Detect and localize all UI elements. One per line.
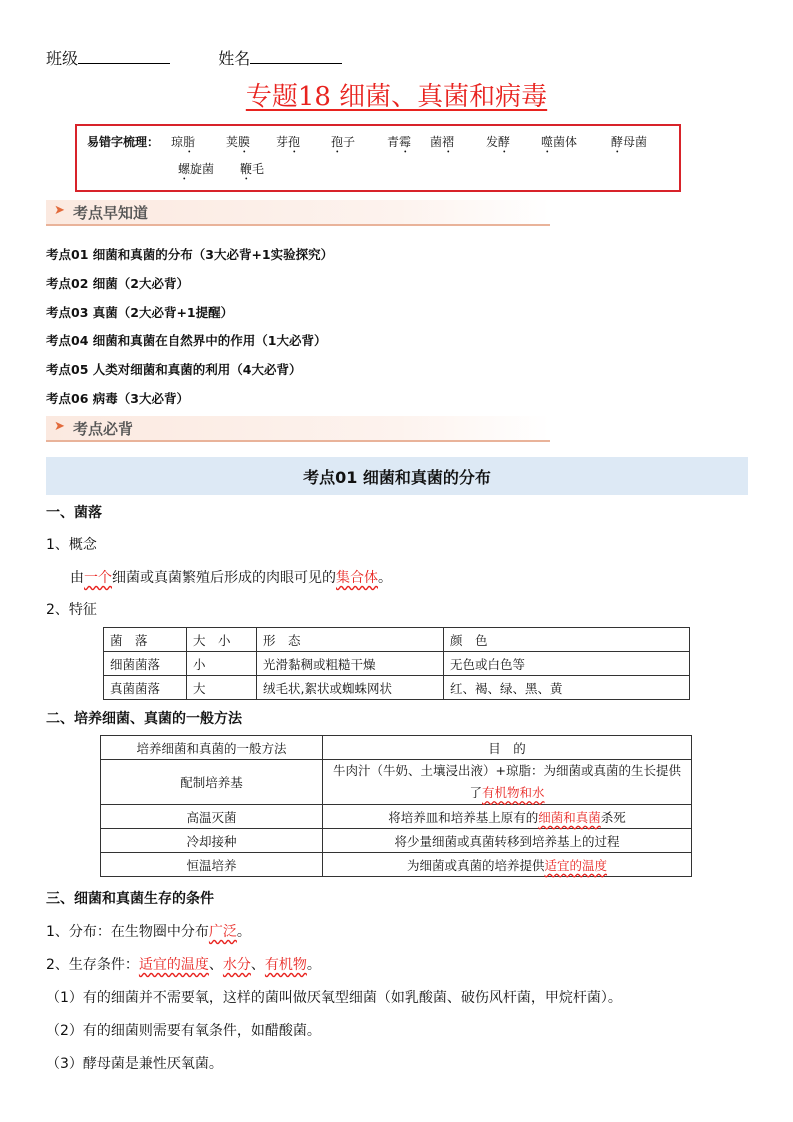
name-blank[interactable] <box>250 49 342 64</box>
table-cell: 大 <box>187 676 257 700</box>
typo-word: 菌褶 <box>430 135 455 149</box>
section-heading: 一、菌落 <box>46 505 102 521</box>
text: 将培养皿和培养基上原有的 <box>388 809 539 825</box>
typo-word: 琼脂 <box>171 135 196 149</box>
text: 为细菌或真菌的培养提供 <box>406 857 545 873</box>
text: 。 <box>378 570 392 586</box>
typo-label: 易错字梳理： <box>87 135 160 149</box>
typo-box <box>75 124 681 192</box>
culture-method-table <box>100 735 692 877</box>
typo-word: 发酵 <box>486 135 511 149</box>
table-header: 菌 落 <box>104 628 187 652</box>
table-header: 目 的 <box>323 736 692 760</box>
table-cell: 将少量细菌或真菌转移到培养基上的过程 <box>323 829 692 853</box>
header-fields <box>46 46 342 69</box>
kaodian-item: 考点02 细菌（2大必背） <box>46 276 189 291</box>
class-blank[interactable] <box>78 49 170 64</box>
table-cell <box>323 805 692 829</box>
item-features: 2、特征 <box>46 602 97 618</box>
table-cell: 小 <box>187 652 257 676</box>
table-row <box>101 760 692 805</box>
text: 。 <box>236 924 251 940</box>
table-cell: 配制培养基 <box>101 760 323 805</box>
name-label: 姓名 <box>218 49 251 68</box>
typo-word: 荚膜 <box>226 135 251 149</box>
table-cell: 恒温培养 <box>101 853 323 877</box>
highlight-text: 适宜的温度 <box>138 957 209 973</box>
item-concept: 1、概念 <box>46 537 97 553</box>
table-cell: 高温灭菌 <box>101 805 323 829</box>
table-row <box>104 676 690 700</box>
table-header: 大 小 <box>187 628 257 652</box>
table-cell: 冷却接种 <box>101 829 323 853</box>
highlight-text: 有机物和水 <box>482 785 545 800</box>
arrow-right-icon: ➤ <box>54 203 65 218</box>
typo-word: 芽孢 <box>276 135 301 149</box>
paragraph: （1）有的细菌并不需要氧，这样的菌叫做厌氧型细菌（如乳酸菌、破伤风杆菌，甲烷杆菌）。 <box>46 990 622 1006</box>
table-header-row <box>101 736 692 760</box>
banner-title-key-points: 考点必背 <box>73 420 134 438</box>
text: 细菌或真菌繁殖后形成的肉眼可见的 <box>112 570 336 586</box>
highlight-text: 一个 <box>84 570 112 586</box>
highlight-text: 细菌和真菌 <box>538 809 601 825</box>
distribution-line <box>46 921 251 941</box>
table-cell: 细菌菌落 <box>104 652 187 676</box>
highlight-text: 水分 <box>222 957 251 973</box>
conditions-line <box>46 954 321 974</box>
highlight-text: 广泛 <box>208 924 237 940</box>
highlight-text: 集合体 <box>336 570 378 586</box>
text: 牛肉汁（牛奶、土壤浸出液）+琼脂：为细菌或真菌的生长提供了 <box>333 763 681 800</box>
class-label: 班级 <box>46 49 79 68</box>
typo-word: 螺旋菌 <box>178 162 215 176</box>
page-title: 专题18 细菌、真菌和病毒 <box>245 82 548 112</box>
definition-line <box>70 567 392 587</box>
text: 2、生存条件： <box>46 957 139 973</box>
kaodian-item: 考点06 病毒（3大必背） <box>46 391 189 406</box>
section-heading: 三、细菌和真菌生存的条件 <box>46 891 214 907</box>
banner-title-overview: 考点早知道 <box>73 204 149 222</box>
text: 杀死 <box>600 809 626 825</box>
paragraph: （3）酵母菌是兼性厌氧菌。 <box>46 1056 223 1072</box>
typo-word: 鞭毛 <box>240 162 265 176</box>
typo-word: 酵母菌 <box>611 135 648 149</box>
typo-word: 噬菌体 <box>541 135 578 149</box>
table-header: 培养细菌和真菌的一般方法 <box>101 736 323 760</box>
highlight-text: 有机物 <box>264 957 307 973</box>
text: 。 <box>306 957 321 973</box>
table-cell: 真菌菌落 <box>104 676 187 700</box>
table-header-row <box>104 628 690 652</box>
kaodian-item: 考点03 真菌（2大必背+1提醒） <box>46 305 234 320</box>
table-header: 颜 色 <box>444 628 690 652</box>
typo-word: 青霉 <box>387 135 412 149</box>
table-cell: 红、褐、绿、黑、黄 <box>444 676 690 700</box>
table-cell <box>323 853 692 877</box>
section-heading: 二、培养细菌、真菌的一般方法 <box>46 711 242 727</box>
table-cell <box>323 760 692 805</box>
text: 、 <box>250 957 265 973</box>
arrow-right-icon: ➤ <box>54 419 65 434</box>
topic-title: 考点01 细菌和真菌的分布 <box>303 468 491 487</box>
typo-word: 孢子 <box>331 135 356 149</box>
table-row <box>101 805 692 829</box>
highlight-text: 适宜的温度 <box>544 857 608 873</box>
kaodian-item: 考点05 人类对细菌和真菌的利用（4大必背） <box>46 362 302 377</box>
paragraph: （2）有的细菌则需要有氧条件，如醋酸菌。 <box>46 1023 321 1039</box>
table-cell: 绒毛状,絮状或蜘蛛网状 <box>257 676 444 700</box>
table-cell: 无色或白色等 <box>444 652 690 676</box>
text: 、 <box>208 957 223 973</box>
table-cell: 光滑黏稠或粗糙干燥 <box>257 652 444 676</box>
text: 由 <box>70 570 84 586</box>
colony-features-table <box>103 627 690 700</box>
table-row <box>101 829 692 853</box>
kaodian-item: 考点04 细菌和真菌在自然界中的作用（1大必背） <box>46 333 327 348</box>
kaodian-item: 考点01 细菌和真菌的分布（3大必背+1实验探究） <box>46 247 334 262</box>
table-header: 形 态 <box>257 628 444 652</box>
table-row <box>104 652 690 676</box>
text: 1、分布：在生物圈中分布 <box>46 924 209 940</box>
table-row <box>101 853 692 877</box>
